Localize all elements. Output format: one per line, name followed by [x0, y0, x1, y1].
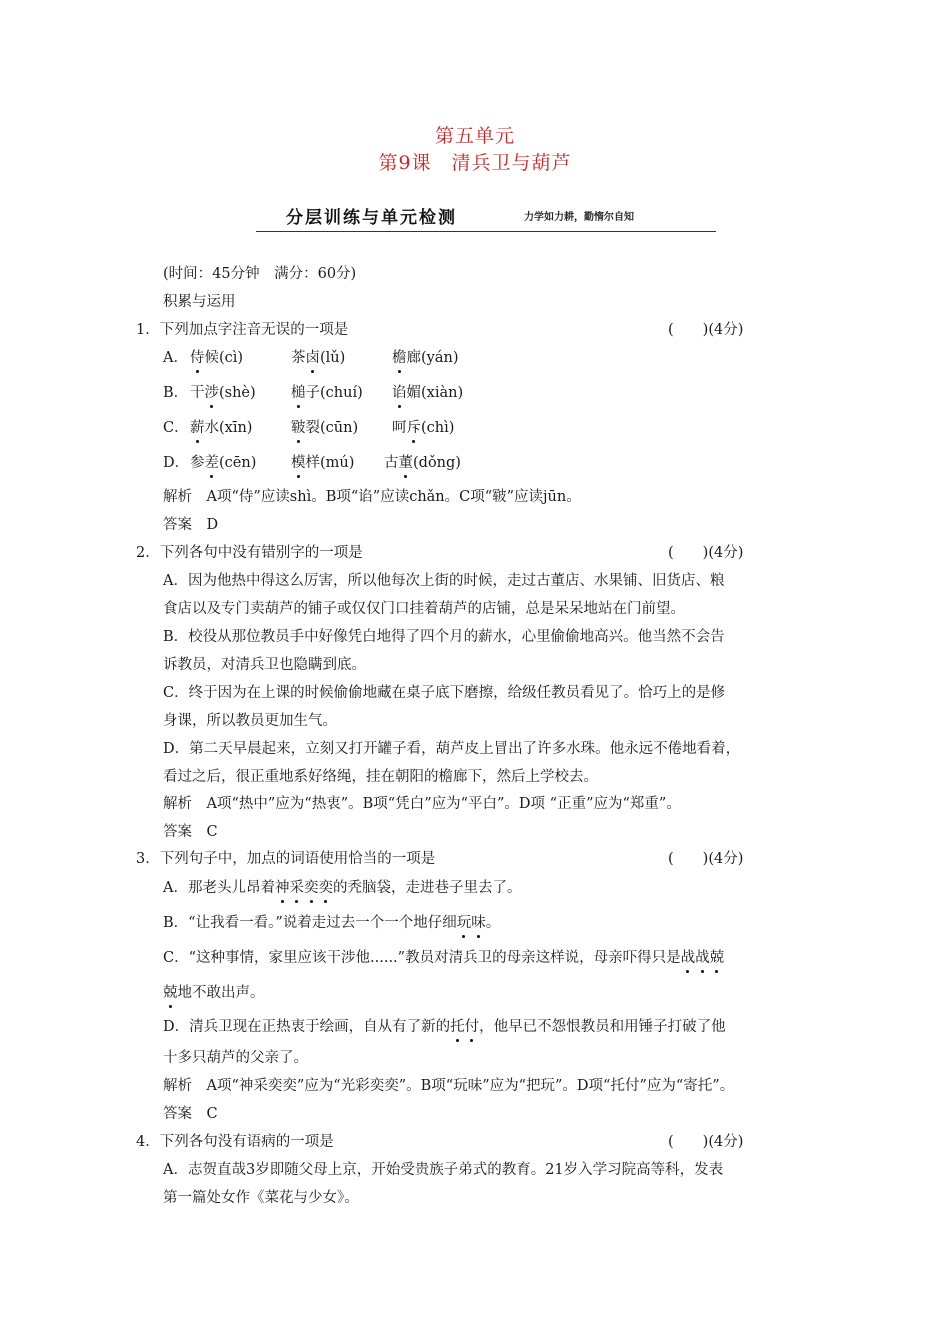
q3-answer: 答案 C — [163, 1106, 218, 1122]
q3-option-c-line2: 兢地不敢出声。 — [163, 985, 265, 1001]
q1-analysis: 解析 A项“侍”应读shì。B项“谄”应读chǎn。C项“皲”应读jūn。 — [163, 489, 581, 505]
q2-option-c-line1: C．终于因为在上课的时候偷偷地藏在桌子底下磨擦，给级任教员看见了。恰巧上的是修 — [163, 685, 726, 701]
q3-analysis: 解析 A项“神采奕奕”应为“光彩奕奕”。B项“玩味”应为“把玩”。D项“托付”应为“寄托”。 — [163, 1078, 735, 1094]
banner-motto: 力学如力耕，勤惰尔自知 — [524, 212, 634, 223]
q1-c1: 薪水(xīn) — [190, 420, 253, 436]
q1-option-c-label: C． — [163, 420, 189, 436]
q2-option-a-line1: A．因为他热中得这么厉害，所以他每次上街的时候，走过古董店、水果铺、旧货店、粮 — [163, 573, 725, 589]
lesson-title: 第9课 清兵卫与葫芦 — [378, 152, 572, 174]
q3-option-a: A．那老头儿昂着神采奕奕的秃脑袋，走进巷子里去了。 — [163, 880, 522, 896]
q3-option-c-line1: C．“这种事情，家里应该干涉他......”教员对清兵卫的母亲这样说，母亲吓得只是战战兢 — [163, 950, 725, 966]
q1-b1: 干涉(shè) — [190, 385, 256, 401]
q2-stem: 2．下列各句中没有错别字的一项是 — [136, 545, 363, 561]
q3-b-dotted-word: 玩味 — [456, 915, 486, 931]
q1-a2: 茶卤(lǔ) — [291, 350, 346, 366]
section-banner — [256, 201, 716, 232]
q2-option-b-line1: B．校役从那位教员手中好像凭白地得了四个月的薪水，心里偷偷地高兴。他当然不会告 — [163, 629, 725, 645]
q4-score: ( )(4分) — [668, 1134, 744, 1150]
q3-option-d-line2: 十多只葫芦的父亲了。 — [163, 1050, 308, 1066]
q3-option-b: B．“让我看一看。”说着走过去一个一个地仔细玩味。 — [163, 915, 501, 931]
q2-option-d-line2: 看过之后，很正重地系好络绳，挂在朝阳的檐廊下，然后上学校去。 — [163, 769, 598, 785]
section-heading: 积累与运用 — [163, 294, 236, 310]
q4-stem: 4．下列各句没有语病的一项是 — [136, 1134, 334, 1150]
q3-d-dotted-word: 托付 — [450, 1019, 480, 1035]
q2-option-b-line2: 诉教员，对清兵卫也隐瞒到底。 — [163, 657, 366, 673]
q3-option-d-line1: D．清兵卫现在正热衷于绘画，自从有了新的托付，他早已不怨恨教员和用锤子打破了他 — [163, 1019, 726, 1035]
q1-stem: 1．下列加点字注音无误的一项是 — [136, 322, 349, 338]
q1-a3: 檐廊(yán) — [392, 350, 459, 366]
q2-option-c-line2: 身课，所以教员更加生气。 — [163, 713, 337, 729]
q3-a-dotted-word: 神采奕奕 — [274, 880, 333, 896]
q1-c2: 皲裂(cūn) — [291, 420, 359, 436]
q1-b3: 谄媚(xiàn) — [392, 385, 464, 401]
q4-option-a-line2: 第一篇处女作《菜花与少女》。 — [163, 1190, 359, 1206]
q3-c-dotted-word: 战战兢 — [680, 950, 725, 966]
q1-option-d-label: D． — [163, 455, 190, 471]
exam-time-info: (时间：45分钟 满分：60分) — [163, 266, 357, 282]
q1-c3: 呵斥(chì) — [392, 420, 455, 436]
unit-title: 第五单元 — [434, 125, 515, 147]
q4-option-a-line1: A．志贺直哉3岁即随父母上京，开始受贵族子弟式的教育。21岁入学习院高等科，发表 — [163, 1162, 724, 1178]
q1-a1: 侍候(cì) — [190, 350, 244, 366]
q1-d3: 古董(dǒng) — [384, 455, 461, 471]
q1-d2: 模样(mú) — [291, 455, 355, 471]
q1-option-b-label: B． — [163, 385, 189, 401]
q1-score: ( )(4分) — [668, 322, 744, 338]
q3-stem: 3．下列句子中，加点的词语使用恰当的一项是 — [136, 851, 436, 867]
q1-b2: 槌子(chuí) — [291, 385, 363, 401]
q2-score: ( )(4分) — [668, 545, 744, 561]
banner-title: 分层训练与单元检测 — [286, 208, 457, 228]
q2-option-a-line2: 食店以及专门卖葫芦的铺子或仅仅门口挂着葫芦的店铺，总是呆呆地站在门前望。 — [163, 601, 685, 617]
q2-answer: 答案 C — [163, 824, 218, 840]
q3-score: ( )(4分) — [668, 851, 744, 867]
q1-answer: 答案 D — [163, 517, 219, 533]
q2-option-d-line1: D．第二天早晨起来，立刻又打开罐子看，葫芦皮上冒出了许多水珠。他永远不倦地看着， — [163, 741, 741, 757]
q1-d1: 参差(cēn) — [190, 455, 257, 471]
q2-analysis: 解析 A项“热中”应为“热衷”。B项“凭白”应为“平白”。D项 “正重”应为“郑重”。 — [163, 796, 681, 812]
q1-option-a-label: A． — [163, 350, 188, 366]
